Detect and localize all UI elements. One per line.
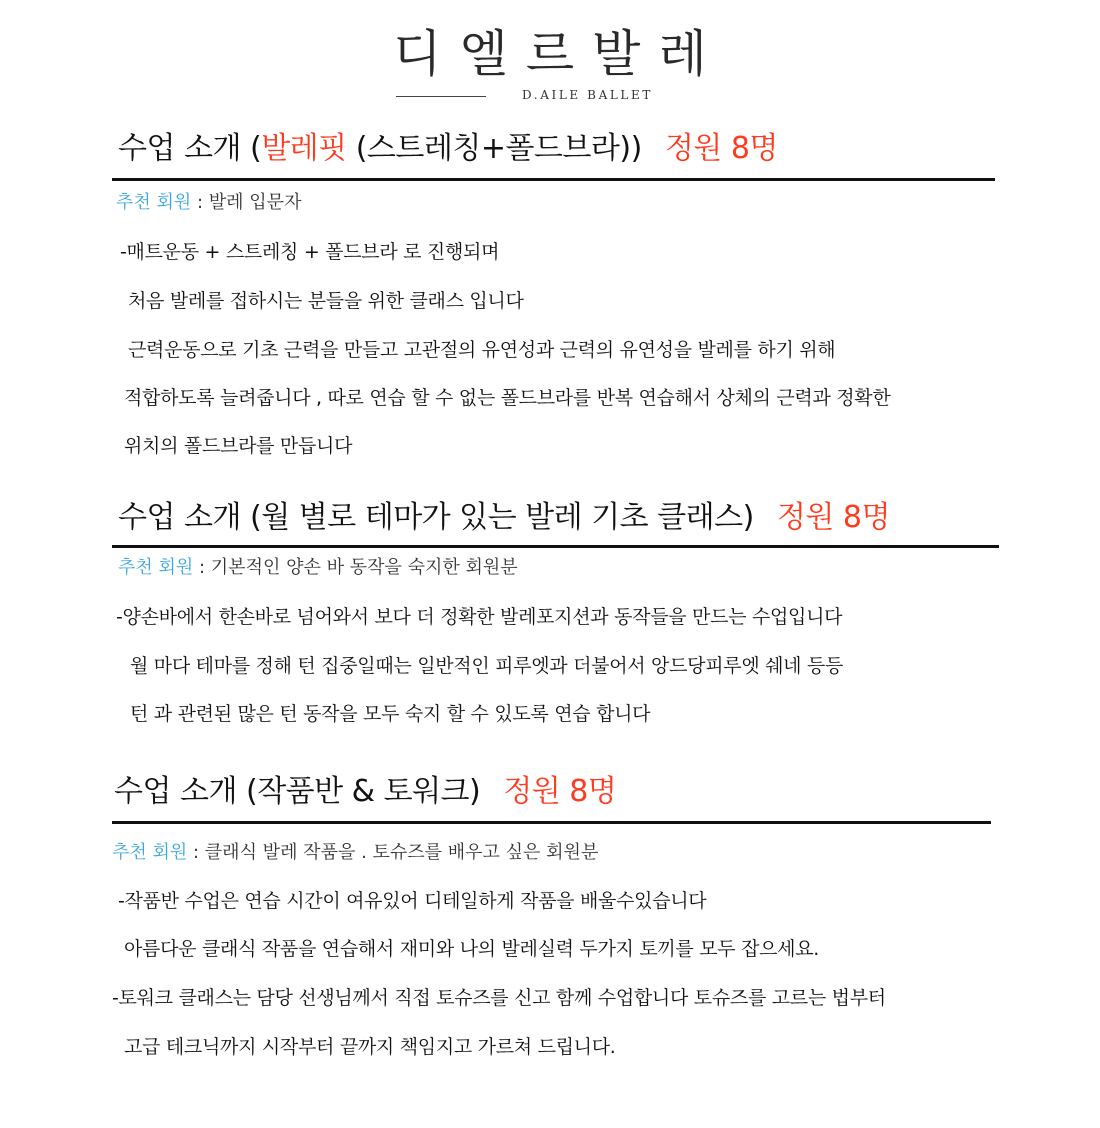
title-suffix: (스트레칭+폴드브라)): [346, 131, 642, 166]
section-divider: [112, 821, 991, 824]
section-title: [118, 129, 778, 169]
description-line: -작품반 수업은 연습 시간이 여유있어 디테일하게 작품을 배울수있습니다: [118, 890, 707, 912]
title-highlight: 발레핏: [261, 131, 347, 166]
title-prefix: 수업 소개 (: [118, 131, 262, 166]
rec-label: 추천 회원: [118, 557, 194, 578]
capacity-badge: 정원 8명: [664, 131, 778, 166]
section-divider: [112, 178, 995, 181]
description-line: 위치의 폴드브라를 만듭니다: [124, 435, 353, 457]
capacity-badge: 정원 8명: [503, 774, 617, 809]
recommended-members: [112, 841, 598, 865]
recommended-members: [118, 556, 518, 580]
description-line: -양손바에서 한손바로 넘어와서 보다 더 정확한 발레포지션과 동작들을 만드는 수업입니다: [116, 606, 843, 628]
section-divider: [112, 545, 999, 548]
description-line: -매트운동 + 스트레칭 + 폴드브라 로 진행되며: [120, 241, 500, 263]
section-title: [114, 772, 616, 812]
logo-divider: [396, 96, 486, 97]
logo-english: D.AILE BALLET: [522, 88, 653, 102]
rec-separator: :: [193, 557, 211, 578]
rec-label: 추천 회원: [112, 842, 188, 863]
capacity-badge: 정원 8명: [776, 500, 890, 535]
rec-value: 클래식 발레 작품을 . 토슈즈를 배우고 싶은 회원분: [204, 842, 599, 863]
description-line: 턴 과 관련된 많은 턴 동작을 모두 숙지 할 수 있도록 연습 합니다: [130, 703, 651, 725]
description-line: 근력운동으로 기초 근력을 만들고 고관절의 유연성과 근력의 유연성을 발레를 하기 위해: [128, 339, 836, 361]
description-line: 적합하도록 늘려줍니다 , 따로 연습 할 수 없는 폴드브라를 반복 연습해서 상체의 근력과 정확한: [124, 387, 891, 409]
rec-separator: :: [191, 192, 209, 213]
description-line: -토워크 클래스는 담당 선생님께서 직접 토슈즈를 신고 함께 수업합니다 토슈즈를 고르는 법부터: [112, 987, 886, 1009]
rec-value: 기본적인 양손 바 동작을 숙지한 회원분: [210, 557, 518, 578]
description-line: 처음 발레를 접하시는 분들을 위한 클래스 입니다: [128, 290, 524, 312]
recommended-members: [116, 191, 301, 215]
description-line: 아름다운 클래식 작품을 연습해서 재미와 나의 발레실력 두가지 토끼를 모두 잡으세요.: [124, 938, 820, 960]
rec-separator: :: [187, 842, 205, 863]
description-line: 월 마다 테마를 정해 턴 집중일때는 일반적인 피루엣과 더불어서 앙드당피루엣 쉐네 등등: [130, 655, 844, 677]
section-title: [118, 498, 890, 538]
logo: [0, 22, 1100, 86]
rec-label: 추천 회원: [116, 192, 192, 213]
logo-korean: 디엘르발레: [393, 25, 725, 83]
description-line: 고급 테크닉까지 시작부터 끝까지 책임지고 가르쳐 드립니다.: [124, 1036, 616, 1058]
rec-value: 발레 입문자: [208, 192, 302, 213]
title-prefix: 수업 소개 (월 별로 테마가 있는 발레 기초 클래스): [118, 500, 754, 535]
title-prefix: 수업 소개 (작품반 & 토워크): [114, 774, 481, 809]
